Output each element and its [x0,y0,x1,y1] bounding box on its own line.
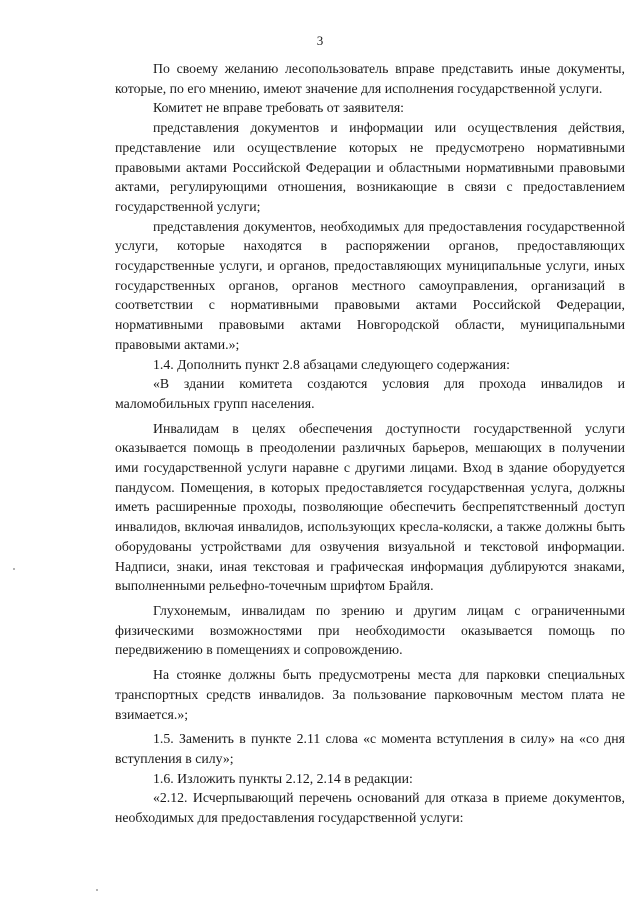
page-number: 3 [316,33,324,48]
paragraph-item-2-12: «2.12. Исчерпывающий перечень оснований для отказа в приеме документов, необходимых для предоставления государственной услуги: [115,790,625,826]
paragraph-item-1-6: 1.6. Изложить пункты 2.12, 2.14 в редакции: [153,770,413,786]
paragraph-item-1-4: 1.4. Дополнить пункт 2.8 абзацами следующего содержания: [153,356,510,372]
paragraph-item-1-5: 1.5. Заменить в пункте 2.11 слова «с момента вступления в силу» на «со дня вступления в силу»; [115,731,625,766]
paragraph-restriction-documents: представления документов, необходимых для предоставления государственной услуги, которые находятся в распоряжении органов, предоставляющих государственные услуги, и органов, предоставляющих муниципальные услуги, иных государственных органов, органов местного самоуправления, организаций в соответствии с нормативными правовыми актами Российской Федерации, нормативными правовыми актами Новгородской области, муниципальными правовыми актами.»; [115,218,625,352]
paragraph-deaf-blind-assistance: Глухонемым, инвалидам по зрению и другим лицам с ограниченными физическими возможностями при необходимости оказывается помощь по передвижению в помещениях и сопровождению. [115,602,625,658]
paragraph-disabled-assistance: Инвалидам в целях обеспечения доступности государственной услуги оказывается помощь в преодолении различных барьеров, мешающих в получении ими государственной услуги наравне с другими лицами. Вход в здание оборудуется пандусом. Помещения, в которых предоставляется государственная услуга, должны иметь расширенные проходы, позволяющие обеспечить беспрепятственный доступ инвалидов, включая инвалидов, использующих кресла-коляски, а также должны быть оборудованы устройствами для озвучения визуальной и текстовой информации. Надписи, знаки, иная текстовая и графическая информация дублируются знаками, выполненными рельефно-точечным шрифтом Брайля. [115,420,625,594]
paragraph-accessibility-conditions: «В здании комитета создаются условия для прохода инвалидов и маломобильных групп населения. [115,376,625,411]
scan-speck [13,568,15,570]
document-body [115,59,625,828]
scan-speck [96,889,98,891]
paragraph-parking: На стоянке должны быть предусмотрены места для парковки специальных транспортных средств инвалидов. За пользование парковочным местом плата не взимается.»; [115,667,625,722]
paragraph-restriction-actions: представления документов и информации или осуществления действия, представление или осуществление которых не предусмотрено нормативными правовыми актами Российской Федерации и областными нормативными правовыми актами, регулирующими отношения, возникающие в связи с предоставлением государственной услуги; [115,120,625,214]
paragraph-optional-documents: По своему желанию лесопользователь вправе представить иные документы, которые, по его мнению, имеют значение для исполнения государственной услуги. [115,61,625,96]
paragraph-committee-restrictions: Комитет не вправе требовать от заявителя: [153,100,405,116]
